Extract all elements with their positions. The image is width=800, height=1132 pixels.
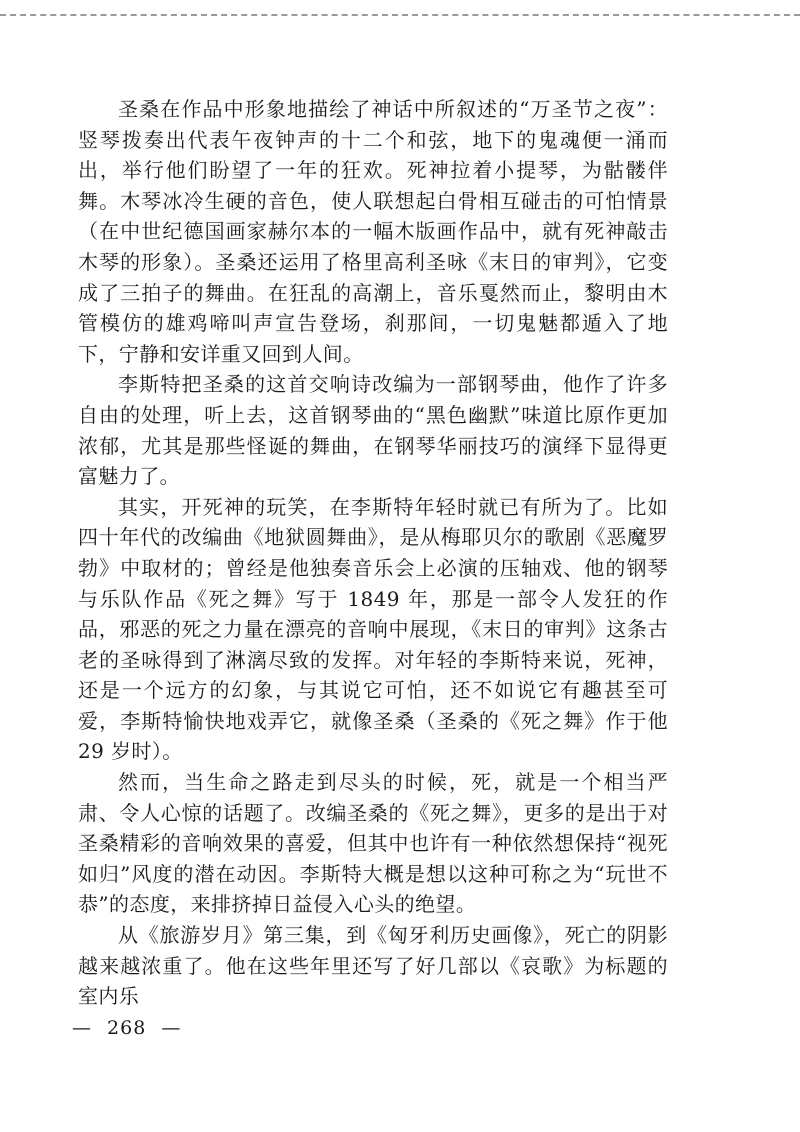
page-footer: [72, 1016, 181, 1040]
paragraph-2: 李斯特把圣桑的这首交响诗改编为一部钢琴曲，他作了许多自由的处理，听上去，这首钢琴曲的“黑色幽默”味道比原作更加浓郁，尤其是那些怪诞的舞曲，在钢琴华丽技巧的演绎下显得更富魅力了。: [78, 372, 668, 489]
footer-dash-right: —: [161, 1017, 182, 1039]
body-text: [78, 94, 668, 1012]
paragraph-3: 其实，开死神的玩笑，在李斯特年轻时就已有所为了。比如四十年代的改编曲《地狱圆舞曲》，是从梅耶贝尔的歌剧《恶魔罗勃》中取材的；曾经是他独奏音乐会上必演的压轴戏、他的钢琴与乐队作品《死之舞》写于 1849 年，那是一部令人发狂的作品，邪恶的死之力量在漂亮的音响中展现，《末日的审判》这条古老的圣咏得到了淋漓尽致的发挥。对年轻的李斯特来说，死神，还是一个远方的幻象，与其说它可怕，还不如说它有趣甚至可爱，李斯特愉快地戏弄它，就像圣桑（圣桑的《死之舞》作于他 29 岁时）。: [78, 494, 668, 764]
footer-dash-left: —: [72, 1017, 92, 1039]
page-number: 268: [107, 1017, 147, 1039]
paragraph-5: 从《旅游岁月》第三集，到《匈牙利历史画像》，死亡的阴影越来越浓重了。他在这些年里还写了好几部以《哀歌》为标题的室内乐: [78, 923, 668, 1009]
paragraph-4: 然而，当生命之路走到尽头的时候，死，就是一个相当严肃、令人心惊的话题了。改编圣桑的《死之舞》，更多的是出于对圣桑精彩的音响效果的喜爱，但其中也许有一种依然想保持“视死如归”风度的潜在动因。李斯特大概是想以这种可称之为“玩世不恭”的态度，来排挤掉日益侵入心头的绝望。: [78, 770, 668, 917]
paragraph-1: 圣桑在作品中形象地描绘了神话中所叙述的“万圣节之夜”：竖琴拨奏出代表午夜钟声的十二个和弦，地下的鬼魂便一涌而出，举行他们盼望了一年的狂欢。死神拉着小提琴，为骷髅伴舞。木琴冰冷生硬的音色，使人联想起白骨相互碰击的可怕情景（在中世纪德国画家赫尔本的一幅木版画作品中，就有死神敲击木琴的形象）。圣桑还运用了格里高利圣咏《末日的审判》，它变成了三拍子的舞曲。在狂乱的高潮上，音乐戛然而止，黎明由木管模仿的雄鸡啼叫声宣告登场，刹那间，一切鬼魅都遁入了地下，宁静和安详重又回到人间。: [78, 97, 668, 366]
top-dashed-rule: [0, 14, 800, 16]
